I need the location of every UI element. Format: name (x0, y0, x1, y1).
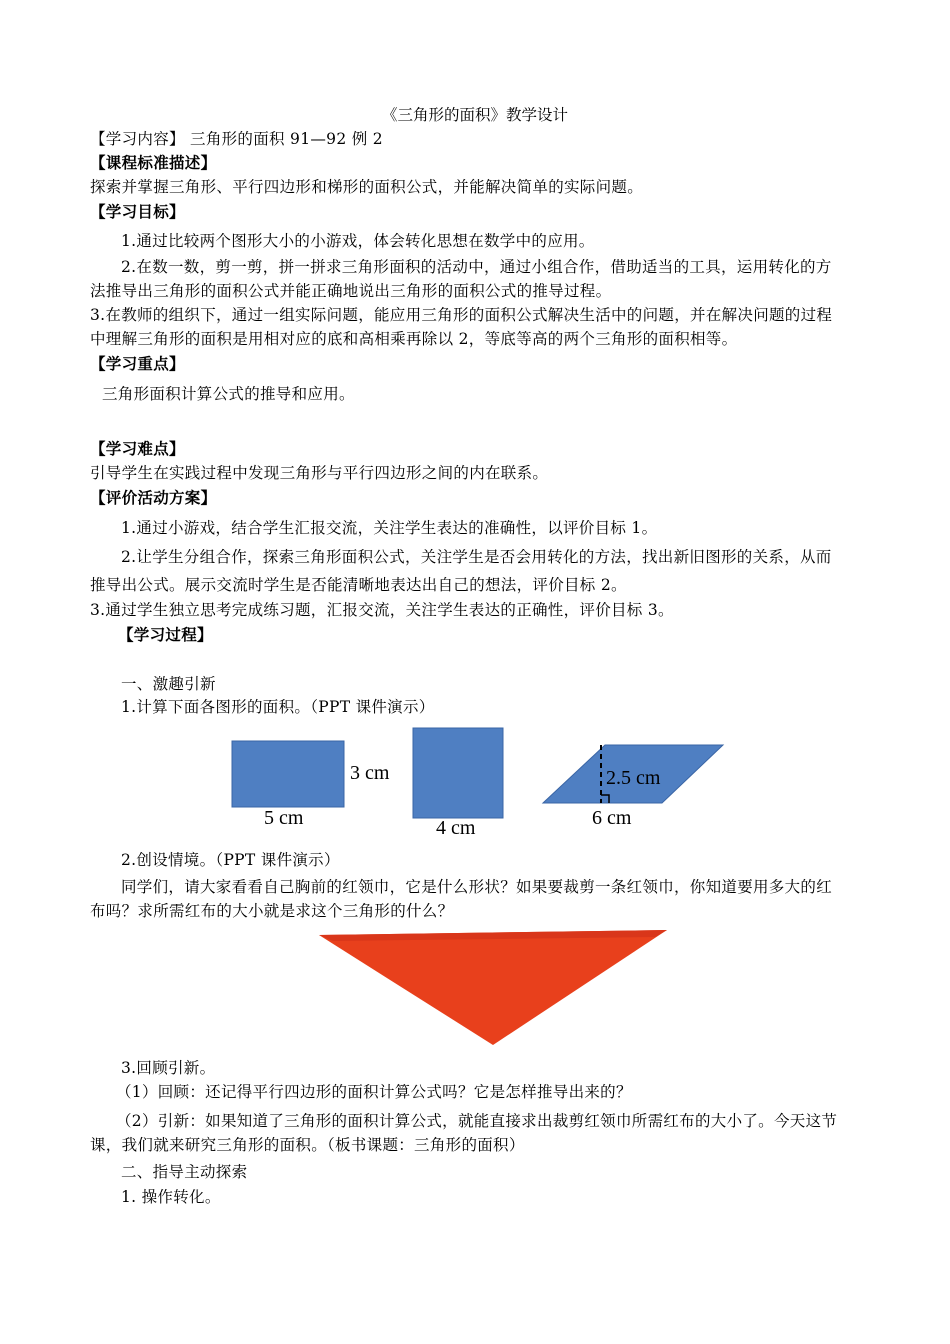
eval-1: 1.通过小游戏，结合学生汇报交流，关注学生表达的准确性，以评价目标 1。 (121, 519, 658, 537)
review-2-line-1: （2）引新：如果知道了三角形的面积计算公式，就能直接求出裁剪红领巾所需红布的大小了。今天这节 (116, 1112, 838, 1130)
goal-3-line-1: 3.在教师的组织下，通过一组实际问题，能应用三角形的面积公式解决生活中的问题，并在解决问题的过程 (90, 306, 833, 324)
rectangle-base-label: 5 cm (264, 807, 304, 829)
part-2-step-1: 1. 操作转化。 (121, 1188, 221, 1206)
step-1: 1.计算下面各图形的面积。（PPT 课件演示） (121, 698, 435, 716)
process-heading: 【学习过程】 (118, 625, 213, 644)
parallelogram-base-label: 6 cm (592, 807, 632, 829)
eval-2-line-2: 推导出公式。展示交流时学生是否能清晰地表达出自己的想法，评价目标 2。 (90, 576, 627, 594)
review-2-line-2: 课，我们就来研究三角形的面积。（板书课题：三角形的面积） (90, 1136, 525, 1154)
step-2-text-line-2: 布吗？求所需红布的大小就是求这个三角形的什么？ (90, 902, 454, 920)
goal-1: 1.通过比较两个图形大小的小游戏，体会转化思想在数学中的应用。 (121, 232, 595, 250)
rectangle-shape (232, 741, 344, 807)
focus-text: 三角形面积计算公式的推导和应用。 (102, 385, 355, 403)
review-1: （1）回顾：还记得平行四边形的面积计算公式吗？它是怎样推导出来的？ (116, 1083, 632, 1101)
eval-2-line-1: 2.让学生分组合作，探索三角形面积公式，关注学生是否会用转化的方法，找出新旧图形的关系，从而 (121, 548, 832, 566)
goals-heading: 【学习目标】 (90, 202, 185, 221)
square-shape (413, 728, 503, 818)
step-2-text-line-1: 同学们，请大家看看自己胸前的红领巾，它是什么形状？如果要裁剪一条红领巾，你知道要用多大的红 (121, 878, 833, 896)
step-2: 2.创设情境。（PPT 课件演示） (121, 851, 340, 869)
eval-heading: 【评价活动方案】 (90, 488, 217, 507)
learning-content: 【学习内容】 三角形的面积 91—92 例 2 (90, 130, 383, 148)
goal-2-line-2: 法推导出三角形的面积公式并能正确地说出三角形的面积公式的推导过程。 (90, 282, 612, 300)
square-side-label: 4 cm (436, 817, 476, 839)
eval-3: 3.通过学生独立思考完成练习题，汇报交流，关注学生表达的正确性，评价目标 3。 (90, 601, 674, 619)
focus-heading: 【学习重点】 (90, 354, 185, 373)
step-3: 3.回顾引新。 (121, 1059, 216, 1077)
part-1-heading: 一、激趣引新 (121, 675, 216, 693)
parallelogram-height-label: 2.5 cm (606, 767, 661, 789)
standard-text: 探索并掌握三角形、平行四边形和梯形的面积公式，并能解决简单的实际问题。 (90, 178, 644, 196)
part-2-heading: 二、指导主动探索 (121, 1163, 248, 1181)
document-title: 《三角形的面积》教学设计 (381, 106, 568, 124)
rectangle-height-label: 3 cm (350, 762, 390, 784)
goal-2-line-1: 2.在数一数，剪一剪，拼一拼求三角形面积的活动中，通过小组合作，借助适当的工具，运用转化的方 (121, 258, 832, 276)
goal-3-line-2: 中理解三角形的面积是用相对应的底和高相乘再除以 2，等底等高的两个三角形的面积相等。 (90, 330, 738, 348)
difficulty-text: 引导学生在实践过程中发现三角形与平行四边形之间的内在联系。 (90, 464, 549, 482)
red-scarf-triangle (319, 930, 667, 1045)
standard-heading: 【课程标准描述】 (90, 153, 217, 172)
red-scarf-image (315, 925, 675, 1050)
difficulty-heading: 【学习难点】 (90, 439, 185, 458)
